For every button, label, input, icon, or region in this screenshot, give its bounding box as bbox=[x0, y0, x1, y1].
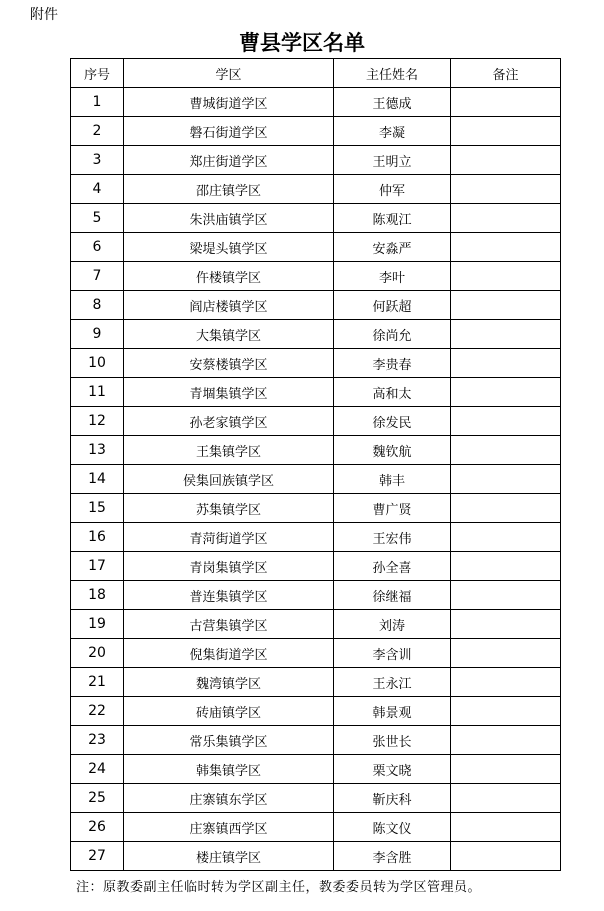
director-cell: 何跃超 bbox=[334, 291, 451, 320]
table-row bbox=[71, 784, 561, 813]
seq-cell: 12 bbox=[71, 407, 124, 436]
table-row bbox=[71, 523, 561, 552]
seq-cell: 20 bbox=[71, 639, 124, 668]
seq-cell: 11 bbox=[71, 378, 124, 407]
table-row bbox=[71, 494, 561, 523]
remark-cell bbox=[451, 697, 561, 726]
table-row bbox=[71, 233, 561, 262]
table-body bbox=[71, 88, 561, 871]
remark-cell bbox=[451, 755, 561, 784]
remark-cell bbox=[451, 378, 561, 407]
attachment-label: 附件 bbox=[30, 7, 58, 23]
director-cell: 刘涛 bbox=[334, 610, 451, 639]
district-cell: 阎店楼镇学区 bbox=[124, 291, 334, 320]
director-cell: 高和太 bbox=[334, 378, 451, 407]
director-cell: 韩景观 bbox=[334, 697, 451, 726]
table-row bbox=[71, 146, 561, 175]
remark-cell bbox=[451, 175, 561, 204]
director-cell: 仲军 bbox=[334, 175, 451, 204]
district-cell: 青菏街道学区 bbox=[124, 523, 334, 552]
seq-cell: 18 bbox=[71, 581, 124, 610]
table-row bbox=[71, 407, 561, 436]
remark-cell bbox=[451, 668, 561, 697]
remark-cell bbox=[451, 204, 561, 233]
table-row bbox=[71, 697, 561, 726]
seq-cell: 2 bbox=[71, 117, 124, 146]
district-cell: 常乐集镇学区 bbox=[124, 726, 334, 755]
district-cell: 邵庄镇学区 bbox=[124, 175, 334, 204]
district-cell: 仵楼镇学区 bbox=[124, 262, 334, 291]
seq-cell: 8 bbox=[71, 291, 124, 320]
district-cell: 苏集镇学区 bbox=[124, 494, 334, 523]
director-cell: 王宏伟 bbox=[334, 523, 451, 552]
director-cell: 韩丰 bbox=[334, 465, 451, 494]
remark-cell bbox=[451, 523, 561, 552]
remark-cell bbox=[451, 233, 561, 262]
district-cell: 朱洪庙镇学区 bbox=[124, 204, 334, 233]
seq-cell: 23 bbox=[71, 726, 124, 755]
seq-cell: 27 bbox=[71, 842, 124, 871]
district-cell: 孙老家镇学区 bbox=[124, 407, 334, 436]
remark-cell bbox=[451, 784, 561, 813]
table-row bbox=[71, 291, 561, 320]
header-remark: 备注 bbox=[451, 59, 561, 88]
district-cell: 楼庄镇学区 bbox=[124, 842, 334, 871]
seq-cell: 16 bbox=[71, 523, 124, 552]
remark-cell bbox=[451, 494, 561, 523]
seq-cell: 6 bbox=[71, 233, 124, 262]
seq-cell: 5 bbox=[71, 204, 124, 233]
remark-cell bbox=[451, 639, 561, 668]
remark-cell bbox=[451, 320, 561, 349]
table-row bbox=[71, 175, 561, 204]
header-seq: 序号 bbox=[71, 59, 124, 88]
table-row bbox=[71, 726, 561, 755]
seq-cell: 13 bbox=[71, 436, 124, 465]
remark-cell bbox=[451, 726, 561, 755]
remark-cell bbox=[451, 88, 561, 117]
remark-cell bbox=[451, 407, 561, 436]
director-cell: 王明立 bbox=[334, 146, 451, 175]
seq-cell: 14 bbox=[71, 465, 124, 494]
director-cell: 陈观江 bbox=[334, 204, 451, 233]
seq-cell: 24 bbox=[71, 755, 124, 784]
director-cell: 李贵春 bbox=[334, 349, 451, 378]
table-row bbox=[71, 436, 561, 465]
table-row bbox=[71, 552, 561, 581]
seq-cell: 15 bbox=[71, 494, 124, 523]
table-row bbox=[71, 639, 561, 668]
district-cell: 大集镇学区 bbox=[124, 320, 334, 349]
seq-cell: 7 bbox=[71, 262, 124, 291]
remark-cell bbox=[451, 117, 561, 146]
director-cell: 魏钦航 bbox=[334, 436, 451, 465]
district-cell: 梁堤头镇学区 bbox=[124, 233, 334, 262]
remark-cell bbox=[451, 842, 561, 871]
table-row bbox=[71, 465, 561, 494]
remark-cell bbox=[451, 465, 561, 494]
table-row bbox=[71, 581, 561, 610]
district-cell: 古营集镇学区 bbox=[124, 610, 334, 639]
seq-cell: 10 bbox=[71, 349, 124, 378]
seq-cell: 17 bbox=[71, 552, 124, 581]
table-row bbox=[71, 349, 561, 378]
table-row bbox=[71, 320, 561, 349]
remark-cell bbox=[451, 146, 561, 175]
director-cell: 王永江 bbox=[334, 668, 451, 697]
director-cell: 李含胜 bbox=[334, 842, 451, 871]
table-header-row bbox=[71, 59, 561, 88]
remark-cell bbox=[451, 813, 561, 842]
district-cell: 韩集镇学区 bbox=[124, 755, 334, 784]
remark-cell bbox=[451, 262, 561, 291]
table-row bbox=[71, 610, 561, 639]
director-cell: 孙全喜 bbox=[334, 552, 451, 581]
seq-cell: 9 bbox=[71, 320, 124, 349]
district-cell: 庄寨镇东学区 bbox=[124, 784, 334, 813]
remark-cell bbox=[451, 610, 561, 639]
district-cell: 磐石街道学区 bbox=[124, 117, 334, 146]
district-cell: 青堌集镇学区 bbox=[124, 378, 334, 407]
table-row bbox=[71, 204, 561, 233]
table-row bbox=[71, 755, 561, 784]
seq-cell: 19 bbox=[71, 610, 124, 639]
seq-cell: 22 bbox=[71, 697, 124, 726]
table-row bbox=[71, 117, 561, 146]
director-cell: 曹广贤 bbox=[334, 494, 451, 523]
director-cell: 靳庆科 bbox=[334, 784, 451, 813]
seq-cell: 26 bbox=[71, 813, 124, 842]
seq-cell: 3 bbox=[71, 146, 124, 175]
director-cell: 李含训 bbox=[334, 639, 451, 668]
director-cell: 徐继福 bbox=[334, 581, 451, 610]
director-cell: 李叶 bbox=[334, 262, 451, 291]
district-cell: 普连集镇学区 bbox=[124, 581, 334, 610]
remark-cell bbox=[451, 436, 561, 465]
district-cell: 侯集回族镇学区 bbox=[124, 465, 334, 494]
director-cell: 栗文晓 bbox=[334, 755, 451, 784]
table-row bbox=[71, 378, 561, 407]
director-cell: 陈文仪 bbox=[334, 813, 451, 842]
director-cell: 李凝 bbox=[334, 117, 451, 146]
table-row bbox=[71, 262, 561, 291]
director-cell: 王德成 bbox=[334, 88, 451, 117]
seq-cell: 4 bbox=[71, 175, 124, 204]
seq-cell: 1 bbox=[71, 88, 124, 117]
table-row bbox=[71, 668, 561, 697]
district-cell: 砖庙镇学区 bbox=[124, 697, 334, 726]
header-director: 主任姓名 bbox=[334, 59, 451, 88]
director-cell: 张世长 bbox=[334, 726, 451, 755]
district-roster-table bbox=[70, 58, 561, 871]
header-district: 学区 bbox=[124, 59, 334, 88]
remark-cell bbox=[451, 291, 561, 320]
remark-cell bbox=[451, 581, 561, 610]
footnote: 注：原教委副主任临时转为学区副主任，教委委员转为学区管理员。 bbox=[76, 880, 482, 895]
table-row bbox=[71, 813, 561, 842]
district-cell: 安蔡楼镇学区 bbox=[124, 349, 334, 378]
seq-cell: 25 bbox=[71, 784, 124, 813]
district-cell: 青岗集镇学区 bbox=[124, 552, 334, 581]
remark-cell bbox=[451, 349, 561, 378]
district-cell: 倪集街道学区 bbox=[124, 639, 334, 668]
district-cell: 庄寨镇西学区 bbox=[124, 813, 334, 842]
document-title: 曹县学区名单 bbox=[239, 30, 365, 55]
table-row bbox=[71, 842, 561, 871]
district-cell: 郑庄街道学区 bbox=[124, 146, 334, 175]
director-cell: 安淼严 bbox=[334, 233, 451, 262]
seq-cell: 21 bbox=[71, 668, 124, 697]
district-cell: 魏湾镇学区 bbox=[124, 668, 334, 697]
remark-cell bbox=[451, 552, 561, 581]
district-cell: 王集镇学区 bbox=[124, 436, 334, 465]
table-row bbox=[71, 88, 561, 117]
district-cell: 曹城街道学区 bbox=[124, 88, 334, 117]
director-cell: 徐发民 bbox=[334, 407, 451, 436]
director-cell: 徐尚允 bbox=[334, 320, 451, 349]
